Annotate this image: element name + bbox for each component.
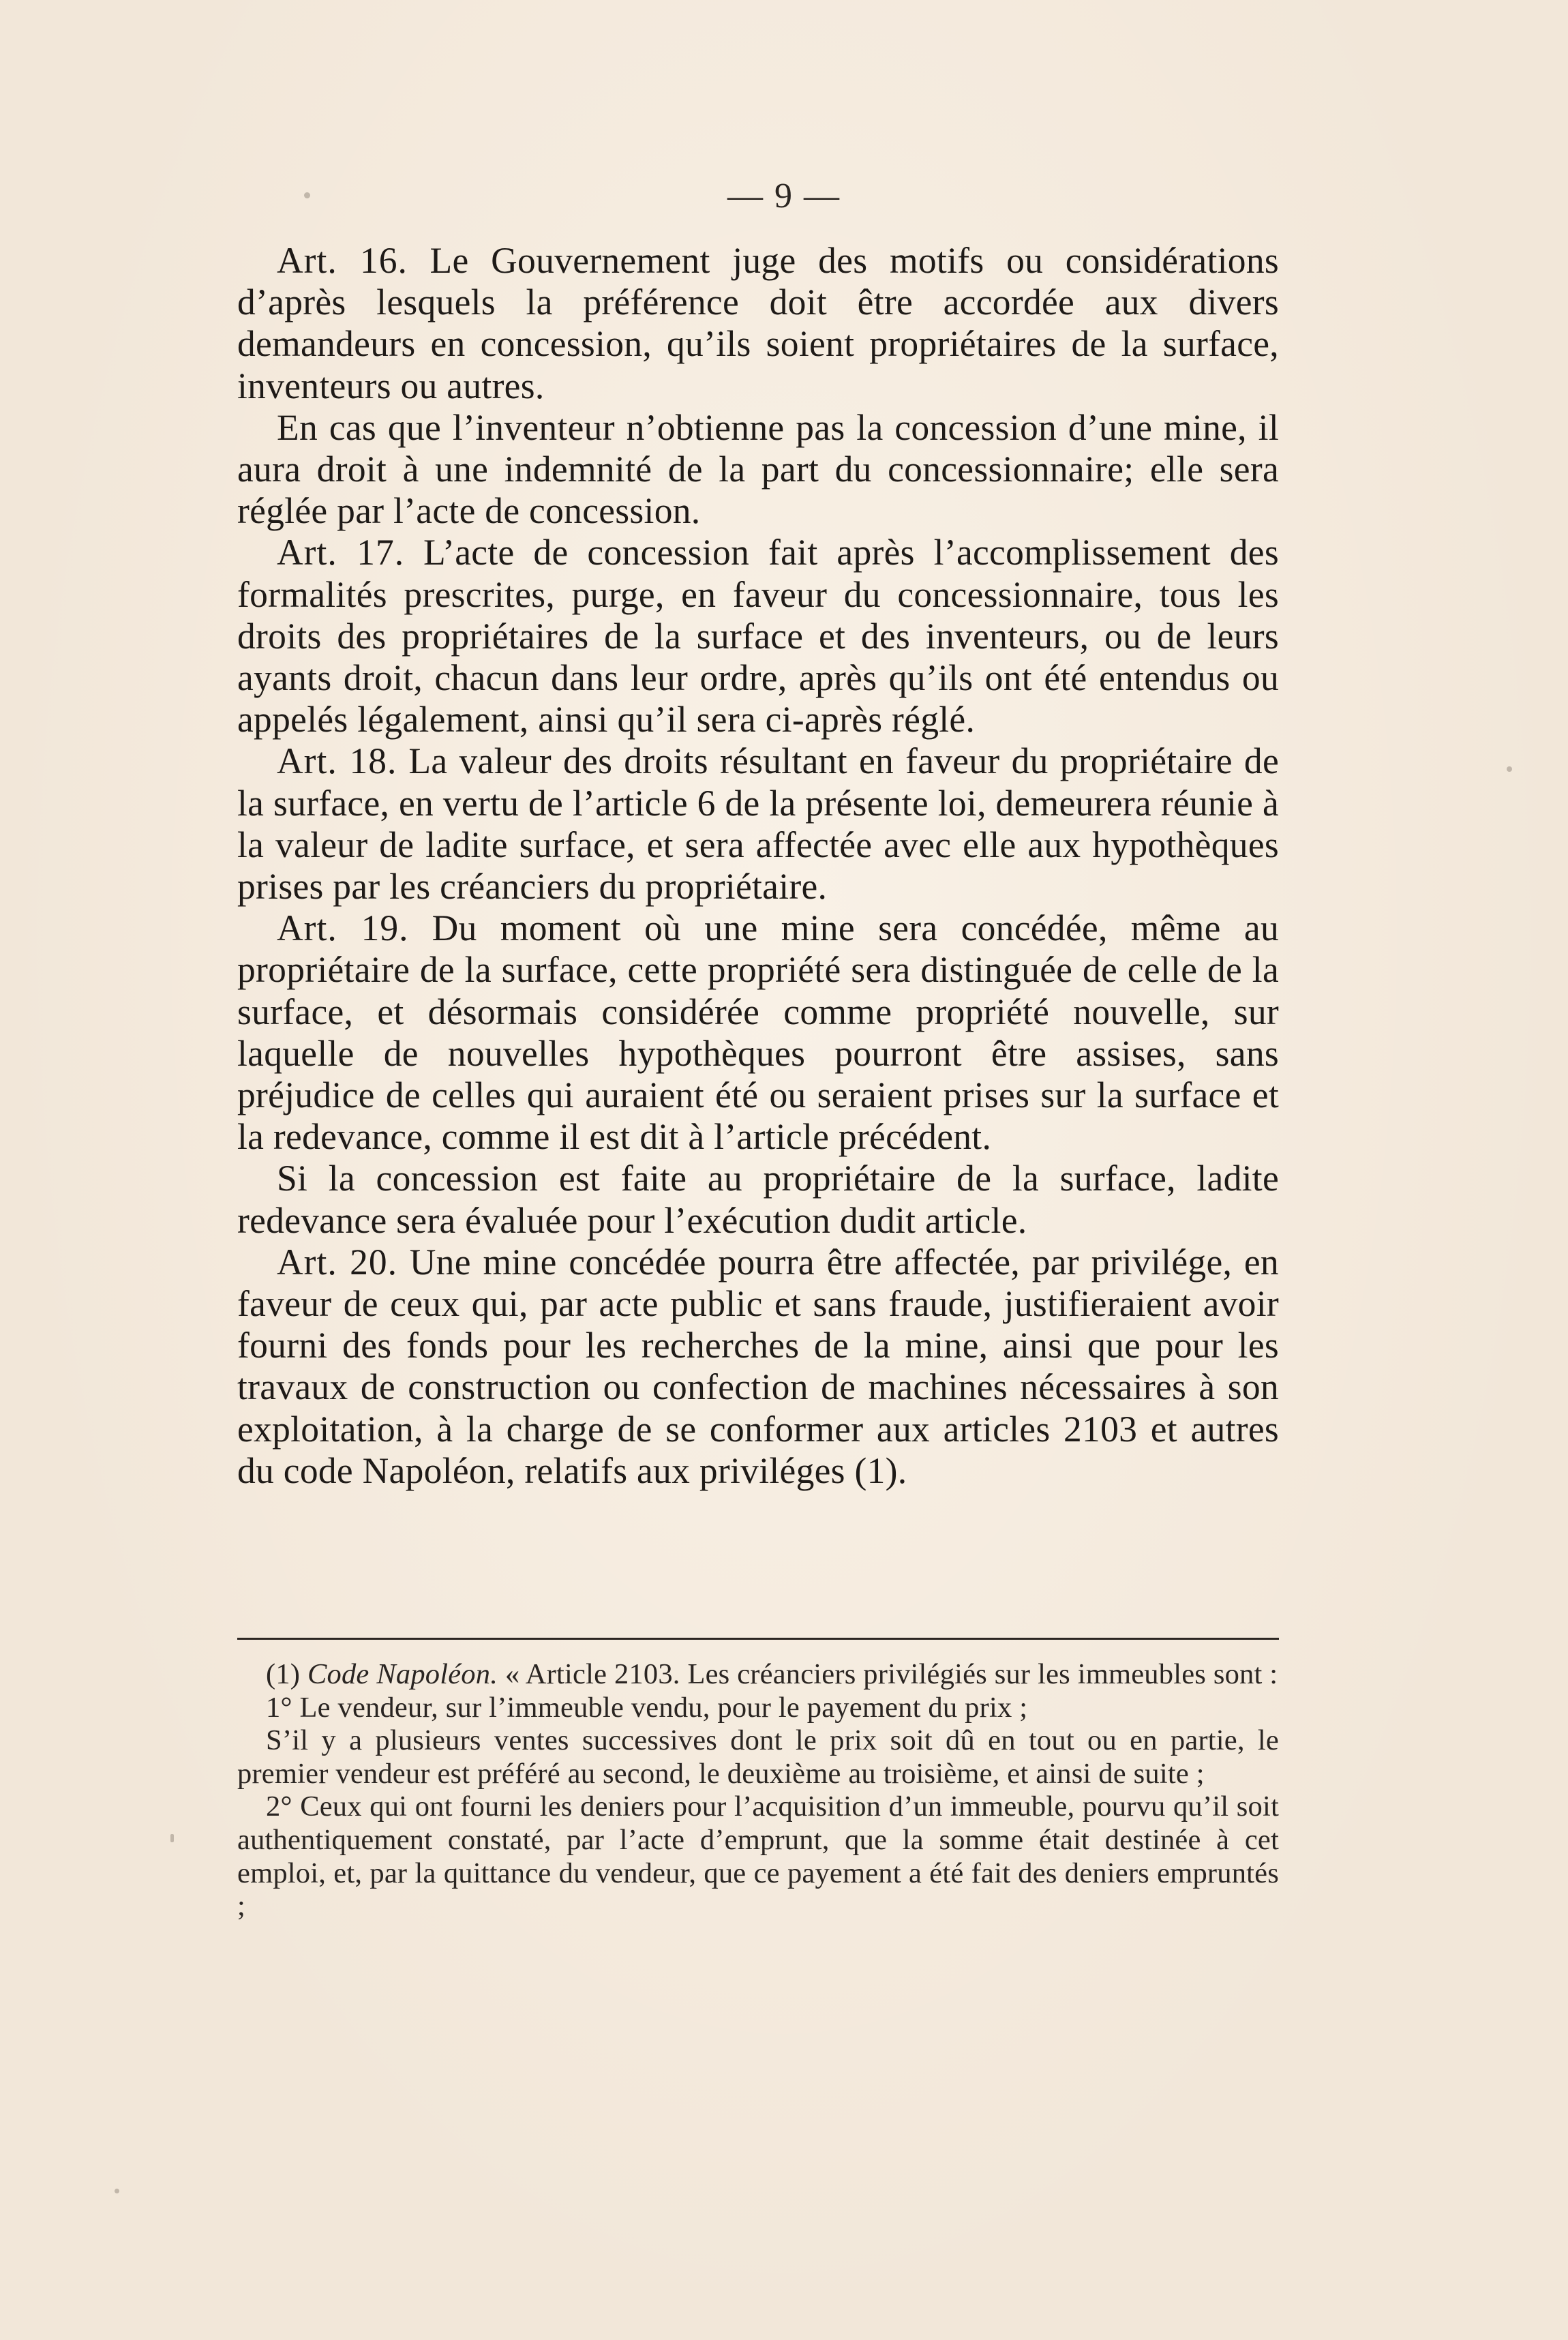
article-text: Du moment où une mine sera concédée, même au propriétaire de la surface, cette propriété sera distinguée de celle de la surface, et désormais considérée comme propriété nouvelle, sur laquelle de nouvelles hypothèques pourront être assises, sans préjudice de celles qui auraient été ou seraient prises sur la surface et la redevance, comme il est dit à l’article précédent. bbox=[237, 907, 1279, 1158]
article-20-paragraph bbox=[237, 1242, 1279, 1492]
paper-speck bbox=[115, 2189, 119, 2193]
article-label: Art. 19. bbox=[277, 907, 409, 949]
footnote-text: S’il y a plusieurs ventes successives dont le prix soit dû en tout ou en partie, le premier vendeur est préféré au second, le deuxième au troisième, et ainsi de suite ; bbox=[237, 1724, 1279, 1790]
footnote-text: « Article 2103. Les créanciers privilégiés sur les immeubles sont : bbox=[504, 1658, 1278, 1690]
footnote-item bbox=[237, 1658, 1279, 1692]
article-label: Art. 20. bbox=[277, 1241, 397, 1282]
footnote-source: Code Napoléon. bbox=[307, 1658, 498, 1690]
footnote-marker: (1) bbox=[266, 1658, 301, 1690]
footnote-text: 2° Ceux qui ont fourni les deniers pour l’acquisition d’un immeuble, pourvu qu’il soit authentiquement constaté, par l’acte d’emprunt, que la somme était destinée à cet emploi, et, par la quittance du vendeur, que ce payement a été fait des deniers empruntés ; bbox=[237, 1790, 1279, 1923]
page-number: — 9 — bbox=[727, 177, 841, 215]
paper-speck bbox=[170, 1834, 174, 1842]
article-text: Le Gouvernement juge des motifs ou considérations d’après lesquels la préférence doit être accordée aux divers demandeurs en concession, qu’ils soient propriétaires de la surface, inventeurs ou autres. bbox=[237, 240, 1279, 406]
paper-speck bbox=[1507, 766, 1512, 772]
article-text: Si la concession est faite au propriétaire de la surface, ladite redevance sera évaluée pour l’exécution dudit article. bbox=[237, 1158, 1279, 1241]
article-16-paragraph bbox=[237, 240, 1279, 407]
article-text: L’acte de concession fait après l’accomplissement des formalités prescrites, purge, en faveur du concessionnaire, tous les droits des propriétaires de la surface et des inventeurs, ou de leurs ayants droit, chacun dans leur ordre, après qu’ils ont été entendus ou appelés légalement, ainsi qu’il sera ci-après réglé. bbox=[237, 532, 1279, 740]
article-text: En cas que l’inventeur n’obtienne pas la concession d’une mine, il aura droit à une indemnité de la part du concessionnaire; elle sera réglée par l’acte de concession. bbox=[237, 406, 1279, 532]
article-label: Art. 18. bbox=[277, 740, 397, 782]
footnote-item bbox=[237, 1724, 1279, 1790]
footnotes bbox=[237, 1658, 1279, 1923]
main-body bbox=[237, 240, 1279, 1492]
article-label: Art. 17. bbox=[277, 532, 405, 573]
footnote-text: 1° Le vendeur, sur l’immeuble vendu, pour le payement du prix ; bbox=[266, 1691, 1028, 1724]
footnote-divider bbox=[237, 1638, 1279, 1640]
article-19-continuation bbox=[237, 1158, 1279, 1241]
article-text: La valeur des droits résultant en faveur du propriétaire de la surface, en vertu de l’article 6 de la présente loi, demeurera réunie à la valeur de ladite surface, et sera affectée avec elle aux hypothèques prises par les créanciers du propriétaire. bbox=[237, 740, 1279, 907]
article-19-paragraph bbox=[237, 907, 1279, 1158]
footnote-item bbox=[237, 1790, 1279, 1923]
article-text: Une mine concédée pourra être affectée, par privilége, en faveur de ceux qui, par acte public et sans fraude, justifieraient avoir fourni des fonds pour les recherches de la mine, ainsi que pour les travaux de construction ou confection de machines nécessaires à son exploitation, à la charge de se conformer aux articles 2103 et autres du code Napoléon, relatifs aux priviléges (1). bbox=[237, 1241, 1279, 1491]
article-label: Art. 16. bbox=[277, 240, 408, 281]
article-18-paragraph bbox=[237, 740, 1279, 907]
paper-speck bbox=[304, 192, 310, 198]
article-17-paragraph bbox=[237, 532, 1279, 740]
footnote-item bbox=[237, 1692, 1279, 1725]
article-16-continuation bbox=[237, 407, 1279, 532]
